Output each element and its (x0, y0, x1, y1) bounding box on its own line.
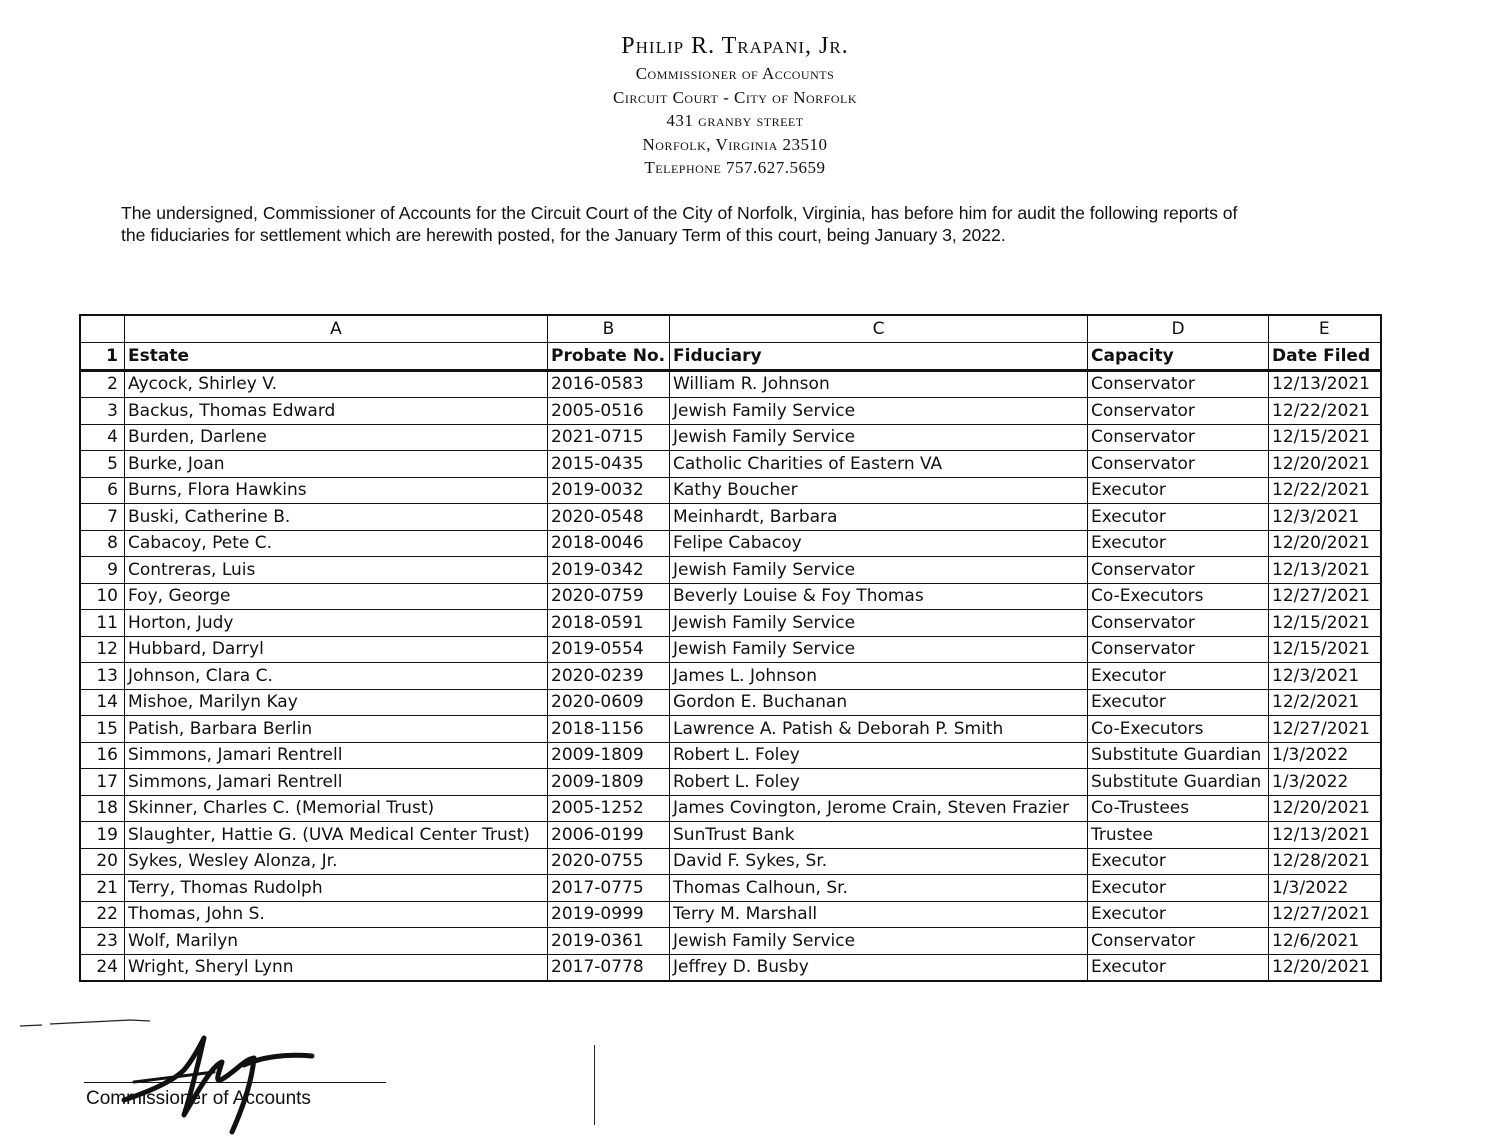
cell-probate-no: 2005-0516 (548, 398, 670, 425)
column-letter: C (670, 315, 1088, 343)
column-letter: A (125, 315, 548, 343)
table-row (80, 477, 1381, 504)
cell-capacity: Co-Trustees (1088, 795, 1269, 822)
row-number: 9 (80, 557, 125, 584)
cell-capacity: Executor (1088, 689, 1269, 716)
row-number: 2 (80, 370, 125, 398)
cell-date-filed: 1/3/2022 (1269, 769, 1381, 796)
cell-fiduciary: Robert L. Foley (670, 742, 1088, 769)
cell-date-filed: 12/22/2021 (1269, 398, 1381, 425)
cell-date-filed: 12/13/2021 (1269, 370, 1381, 398)
row-number: 3 (80, 398, 125, 425)
table-row (80, 689, 1381, 716)
cell-fiduciary: Lawrence A. Patish & Deborah P. Smith (670, 716, 1088, 743)
cell-capacity: Conservator (1088, 451, 1269, 478)
row-number: 23 (80, 928, 125, 955)
cell-fiduciary: Kathy Boucher (670, 477, 1088, 504)
cell-capacity: Conservator (1088, 928, 1269, 955)
cell-fiduciary: Robert L. Foley (670, 769, 1088, 796)
cell-probate-no: 2020-0755 (548, 848, 670, 875)
cell-fiduciary: SunTrust Bank (670, 822, 1088, 849)
row-number: 22 (80, 901, 125, 928)
header-estate: Estate (125, 343, 548, 371)
cell-estate: Cabacoy, Pete C. (125, 530, 548, 557)
cell-date-filed: 12/2/2021 (1269, 689, 1381, 716)
cell-capacity: Executor (1088, 504, 1269, 531)
table-row (80, 424, 1381, 451)
cell-probate-no: 2005-1252 (548, 795, 670, 822)
cell-probate-no: 2017-0775 (548, 875, 670, 902)
column-letter: D (1088, 315, 1269, 343)
cell-fiduciary: Jewish Family Service (670, 424, 1088, 451)
cell-capacity: Trustee (1088, 822, 1269, 849)
cell-date-filed: 12/20/2021 (1269, 795, 1381, 822)
cell-fiduciary: William R. Johnson (670, 370, 1088, 398)
cell-probate-no: 2020-0239 (548, 663, 670, 690)
cell-probate-no: 2020-0609 (548, 689, 670, 716)
cell-date-filed: 1/3/2022 (1269, 742, 1381, 769)
table-row (80, 398, 1381, 425)
telephone: Telephone 757.627.5659 (644, 158, 826, 177)
cell-date-filed: 12/13/2021 (1269, 557, 1381, 584)
cell-estate: Horton, Judy (125, 610, 548, 637)
cell-fiduciary: Beverly Louise & Foy Thomas (670, 583, 1088, 610)
row-number: 17 (80, 769, 125, 796)
cell-date-filed: 12/27/2021 (1269, 901, 1381, 928)
page-divider-mark (594, 1045, 595, 1125)
cell-capacity: Executor (1088, 901, 1269, 928)
table-row (80, 557, 1381, 584)
cell-probate-no: 2020-0548 (548, 504, 670, 531)
cell-fiduciary: Jewish Family Service (670, 928, 1088, 955)
cell-capacity: Conservator (1088, 610, 1269, 637)
cell-date-filed: 12/3/2021 (1269, 504, 1381, 531)
cell-fiduciary: Catholic Charities of Eastern VA (670, 451, 1088, 478)
row-number: 16 (80, 742, 125, 769)
cell-fiduciary: Gordon E. Buchanan (670, 689, 1088, 716)
cell-capacity: Substitute Guardian (1088, 742, 1269, 769)
signature-label: Commissioner of Accounts (86, 1088, 311, 1109)
row-number: 1 (80, 343, 125, 371)
table-row (80, 370, 1381, 398)
cell-capacity: Conservator (1088, 636, 1269, 663)
cell-date-filed: 12/27/2021 (1269, 583, 1381, 610)
cell-capacity: Substitute Guardian (1088, 769, 1269, 796)
cell-probate-no: 2021-0715 (548, 424, 670, 451)
cell-date-filed: 1/3/2022 (1269, 875, 1381, 902)
table-row (80, 610, 1381, 637)
cell-date-filed: 12/22/2021 (1269, 477, 1381, 504)
cell-date-filed: 12/20/2021 (1269, 451, 1381, 478)
column-letter: B (548, 315, 670, 343)
cell-estate: Skinner, Charles C. (Memorial Trust) (125, 795, 548, 822)
table-row (80, 663, 1381, 690)
row-number: 11 (80, 610, 125, 637)
cell-date-filed: 12/20/2021 (1269, 530, 1381, 557)
cell-probate-no: 2018-1156 (548, 716, 670, 743)
signature-block (84, 1020, 394, 1135)
table-row (80, 716, 1381, 743)
cell-estate: Burden, Darlene (125, 424, 548, 451)
table-row (80, 928, 1381, 955)
cell-estate: Burns, Flora Hawkins (125, 477, 548, 504)
row-number: 15 (80, 716, 125, 743)
row-number: 4 (80, 424, 125, 451)
cell-fiduciary: Jewish Family Service (670, 557, 1088, 584)
header-capacity: Capacity (1088, 343, 1269, 371)
intro-line-1: The undersigned, Commissioner of Accounts for the Circuit Court of the City of Norfolk, Virginia, has before him for audit the following reports of (121, 203, 1238, 223)
cell-probate-no: 2018-0591 (548, 610, 670, 637)
cell-estate: Foy, George (125, 583, 548, 610)
cell-probate-no: 2019-0554 (548, 636, 670, 663)
cell-estate: Buski, Catherine B. (125, 504, 548, 531)
table-row (80, 530, 1381, 557)
cell-probate-no: 2017-0778 (548, 954, 670, 981)
cell-estate: Terry, Thomas Rudolph (125, 875, 548, 902)
cell-fiduciary: Thomas Calhoun, Sr. (670, 875, 1088, 902)
cell-fiduciary: Jewish Family Service (670, 636, 1088, 663)
cell-capacity: Executor (1088, 530, 1269, 557)
header-probate-no: Probate No. (548, 343, 670, 371)
cell-date-filed: 12/3/2021 (1269, 663, 1381, 690)
cell-estate: Simmons, Jamari Rentrell (125, 769, 548, 796)
row-number: 24 (80, 954, 125, 981)
cell-probate-no: 2020-0759 (548, 583, 670, 610)
cell-date-filed: 12/27/2021 (1269, 716, 1381, 743)
row-number: 8 (80, 530, 125, 557)
cell-capacity: Conservator (1088, 398, 1269, 425)
commissioner-title: Commissioner of Accounts (635, 64, 835, 83)
row-number: 10 (80, 583, 125, 610)
corner-cell (80, 315, 125, 343)
cell-capacity: Executor (1088, 663, 1269, 690)
cell-probate-no: 2016-0583 (548, 370, 670, 398)
cell-estate: Patish, Barbara Berlin (125, 716, 548, 743)
cell-capacity: Conservator (1088, 557, 1269, 584)
cell-capacity: Conservator (1088, 370, 1269, 398)
cell-date-filed: 12/15/2021 (1269, 636, 1381, 663)
cell-date-filed: 12/28/2021 (1269, 848, 1381, 875)
commissioner-name: Philip R. Trapani, Jr. (621, 33, 849, 59)
cell-probate-no: 2006-0199 (548, 822, 670, 849)
cell-fiduciary: Jewish Family Service (670, 398, 1088, 425)
city-address: Norfolk, Virginia 23510 (642, 134, 828, 154)
cell-estate: Contreras, Luis (125, 557, 548, 584)
cell-capacity: Conservator (1088, 424, 1269, 451)
cell-estate: Wolf, Marilyn (125, 928, 548, 955)
handwritten-signature (114, 1020, 334, 1135)
intro-line-2: the fiduciaries for settlement which are herewith posted, for the January Term of this court, being January 3, 2022. (121, 225, 1006, 245)
cell-date-filed: 12/20/2021 (1269, 954, 1381, 981)
cell-probate-no: 2019-0032 (548, 477, 670, 504)
row-number: 19 (80, 822, 125, 849)
cell-estate: Hubbard, Darryl (125, 636, 548, 663)
header-fiduciary: Fiduciary (670, 343, 1088, 371)
cell-estate: Thomas, John S. (125, 901, 548, 928)
cell-estate: Backus, Thomas Edward (125, 398, 548, 425)
cell-date-filed: 12/15/2021 (1269, 610, 1381, 637)
cell-fiduciary: Terry M. Marshall (670, 901, 1088, 928)
cell-estate: Mishoe, Marilyn Kay (125, 689, 548, 716)
table-header-row (80, 343, 1381, 371)
table-row (80, 875, 1381, 902)
cell-date-filed: 12/15/2021 (1269, 424, 1381, 451)
row-number: 21 (80, 875, 125, 902)
cell-probate-no: 2015-0435 (548, 451, 670, 478)
cell-estate: Burke, Joan (125, 451, 548, 478)
cell-capacity: Executor (1088, 875, 1269, 902)
cell-estate: Simmons, Jamari Rentrell (125, 742, 548, 769)
row-number: 5 (80, 451, 125, 478)
cell-probate-no: 2009-1809 (548, 769, 670, 796)
cell-date-filed: 12/6/2021 (1269, 928, 1381, 955)
cell-capacity: Co-Executors (1088, 583, 1269, 610)
cell-fiduciary: Felipe Cabacoy (670, 530, 1088, 557)
column-letter: E (1269, 315, 1381, 343)
street-address: 431 granby street (666, 111, 804, 130)
table-row (80, 583, 1381, 610)
table-row (80, 769, 1381, 796)
table-row (80, 954, 1381, 981)
row-number: 12 (80, 636, 125, 663)
table-row (80, 848, 1381, 875)
row-number: 6 (80, 477, 125, 504)
cell-probate-no: 2009-1809 (548, 742, 670, 769)
cell-fiduciary: Jewish Family Service (670, 610, 1088, 637)
cell-estate: Slaughter, Hattie G. (UVA Medical Center Trust) (125, 822, 548, 849)
cell-capacity: Executor (1088, 848, 1269, 875)
cell-probate-no: 2019-0361 (548, 928, 670, 955)
table-row (80, 742, 1381, 769)
row-number: 14 (80, 689, 125, 716)
cell-capacity: Executor (1088, 477, 1269, 504)
row-number: 18 (80, 795, 125, 822)
cell-probate-no: 2019-0342 (548, 557, 670, 584)
signature-line (84, 1082, 386, 1083)
table-row (80, 504, 1381, 531)
row-number: 13 (80, 663, 125, 690)
cell-date-filed: 12/13/2021 (1269, 822, 1381, 849)
table-row (80, 822, 1381, 849)
row-number: 7 (80, 504, 125, 531)
row-number: 20 (80, 848, 125, 875)
cell-fiduciary: James L. Johnson (670, 663, 1088, 690)
cell-estate: Johnson, Clara C. (125, 663, 548, 690)
header-date-filed: Date Filed (1269, 343, 1381, 371)
table-row (80, 636, 1381, 663)
cell-probate-no: 2019-0999 (548, 901, 670, 928)
table-row (80, 795, 1381, 822)
cell-estate: Wright, Sheryl Lynn (125, 954, 548, 981)
cell-estate: Aycock, Shirley V. (125, 370, 548, 398)
cell-fiduciary: James Covington, Jerome Crain, Steven Frazier (670, 795, 1088, 822)
cell-capacity: Executor (1088, 954, 1269, 981)
table-row (80, 901, 1381, 928)
table-row (80, 451, 1381, 478)
cell-probate-no: 2018-0046 (548, 530, 670, 557)
cell-fiduciary: David F. Sykes, Sr. (670, 848, 1088, 875)
column-letter-row (80, 315, 1381, 343)
cell-fiduciary: Meinhardt, Barbara (670, 504, 1088, 531)
letterhead (0, 30, 1470, 180)
cell-estate: Sykes, Wesley Alonza, Jr. (125, 848, 548, 875)
intro-paragraph (121, 202, 1346, 246)
fiduciary-reports-table (79, 314, 1382, 982)
cell-capacity: Co-Executors (1088, 716, 1269, 743)
court-name: Circuit Court - City of Norfolk (613, 87, 857, 107)
cell-fiduciary: Jeffrey D. Busby (670, 954, 1088, 981)
